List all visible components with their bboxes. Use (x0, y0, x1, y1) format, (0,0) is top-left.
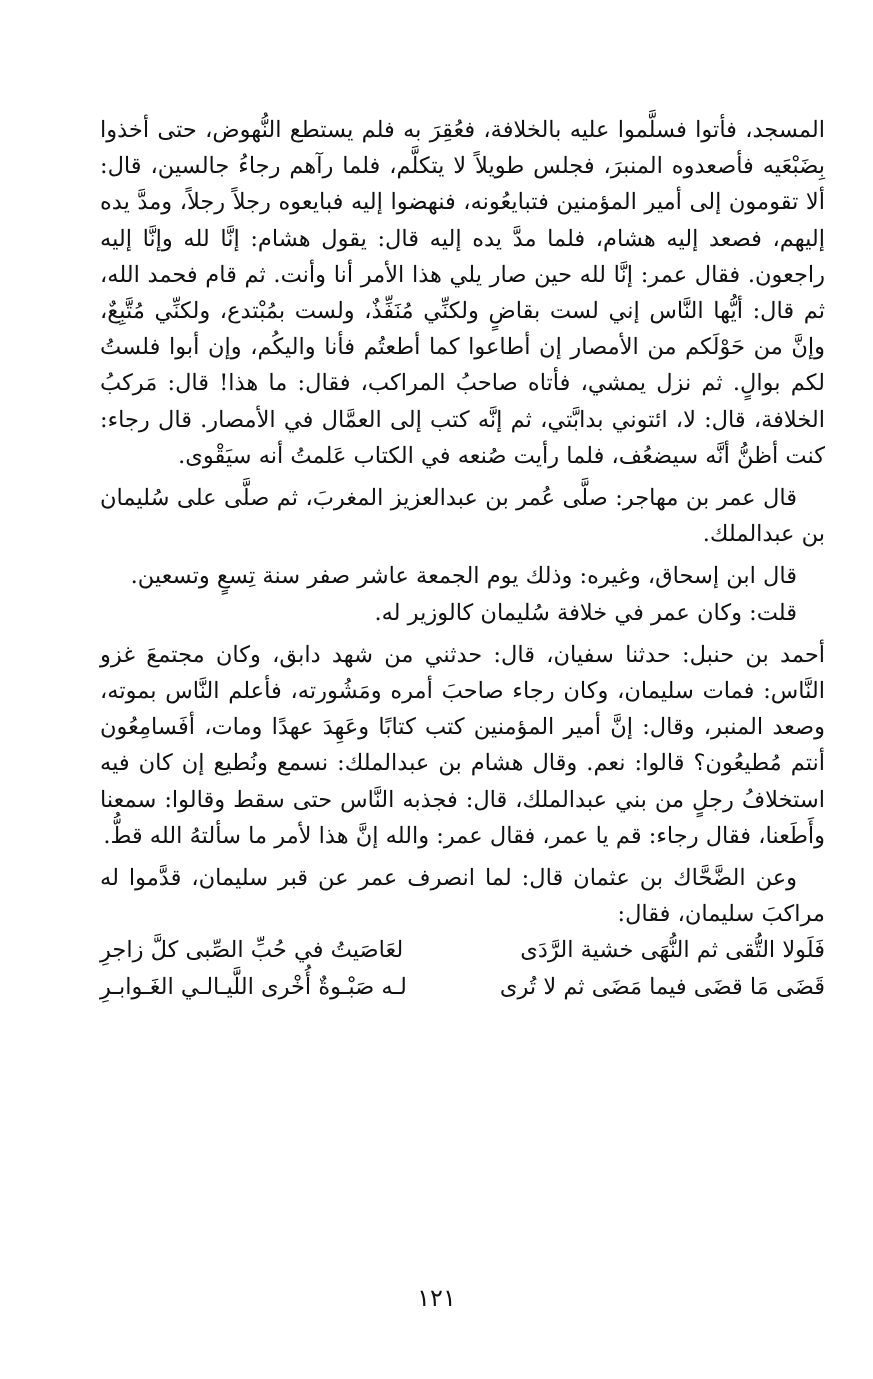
verse-1-first-hemistich: فَلَولا التُّقى ثم النُّهَى خشية الرَّدَى (520, 937, 825, 964)
verse-line-2 (100, 969, 825, 1005)
page-body (100, 112, 825, 1005)
paragraph-main: المسجد، فأتوا فسلَّموا عليه بالخلافة، فعُقِرَ به فلم يستطع النُّهوض، حتى أخذوا بِضَبْعَيه فأصعدوه المنبرَ، فجلس طويلاً لا يتكلَّم، فلما رآهم رجاءُ جالسين، قال: ألا تقومون إلى أمير المؤمنين فتبايعُونه، فنهضوا إليه فبايعوه رجلاً رجلاً، ومدَّ يده إليهم، فصعد إليه هشام، فلما مدَّ يده إليه قال: يقول هشام: إنَّا لله وإنَّا إليه راجعون. فقال عمر: إنَّا لله حين صار يلي هذا الأمر أنا وأنت. ثم قام فحمد الله، ثم قال: أيُّها النَّاس إني لست بقاضٍ ولكنِّي مُنَفِّذٌ، ولست بمُبْتدع، ولكنِّي مُتَّبِعٌ، وإنَّ من حَوْلَكم من الأمصار إن أطاعوا كما أطعتُم فأنا واليكُم، وإن أبوا فلستُ لكم بوالٍ. ثم نزل يمشي، فأتاه صاحبُ المراكب، فقال: ما هذا! قال: مَركبُ الخلافة، قال: لا، ائتوني بدابَّتي، ثم إنَّه كتب إلى العمَّال في الأمصار. قال رجاء: كنت أظنُّ أنَّه سيضعُف، فلما رأيت صُنعه في الكتاب عَلمتُ أنه سيَقْوى. (100, 117, 825, 469)
paragraph-ibn-ishaq: قال ابن إسحاق، وغيره: وذلك يوم الجمعة عاشر صفر سنة تِسعٍ وتسعين. (130, 563, 797, 590)
paragraph-ahmad-ibn-hanbal: أحمد بن حنبل: حدثنا سفيان، قال: حدثني من شهد دابق، وكان مجتمعَ غزو النَّاس: فمات سليمان، وكان رجاء صاحبَ أمره ومَشُورته، فأعلم النَّاس بموته، وصعد المنبر، وقال: إنَّ أمير المؤمنين كتب كتابًا وعَهِدَ عهدًا ومات، أفَسامِعُون أنتم مُطيعُون؟ قالوا: نعم. وقال هشام بن عبدالملك: نسمع ونُطيع إن كان فيه استخلافُ رجلٍ من بني عبدالملك، قال: فجذبه النَّاس حتى سقط وقالوا: سمعنا وأَطَعنا، فقال رجاء: قم يا عمر، فقال عمر: والله إنَّ هذا لأمر ما سألتهُ الله قطُّ. (100, 641, 825, 849)
page-number: ١٢١ (417, 1284, 456, 1312)
verse-1-second-hemistich: لعَاصَيتُ في حُبِّ الصِّبى كلَّ زاجرِ (100, 937, 404, 964)
verse-line-1 (100, 932, 825, 968)
paragraph-qultu: قلت: وكان عمر في خلافة سُليمان كالوزير له. (374, 599, 797, 626)
paragraph-dahhak: وعن الضَّحَّاك بن عثمان قال: لما انصرف عمر عن قبر سليمان، قدَّموا له مراكبَ سليمان، فقال: (100, 865, 825, 928)
paragraph-umar-ibn-muhajir: قال عمر بن مهاجر: صلَّى عُمر بن عبدالعزيز المغربَ، ثم صلَّى على سُليمان بن عبدالملك. (100, 485, 825, 548)
verse-2-second-hemistich: لـه صَبْـوةٌ أُخْرى اللَّيـالـي الغَـوابـرِ (100, 973, 407, 1000)
verse-2-first-hemistich: قَضَى مَا قضَى فيما مَضَى ثم لا تُرى (499, 973, 825, 1000)
